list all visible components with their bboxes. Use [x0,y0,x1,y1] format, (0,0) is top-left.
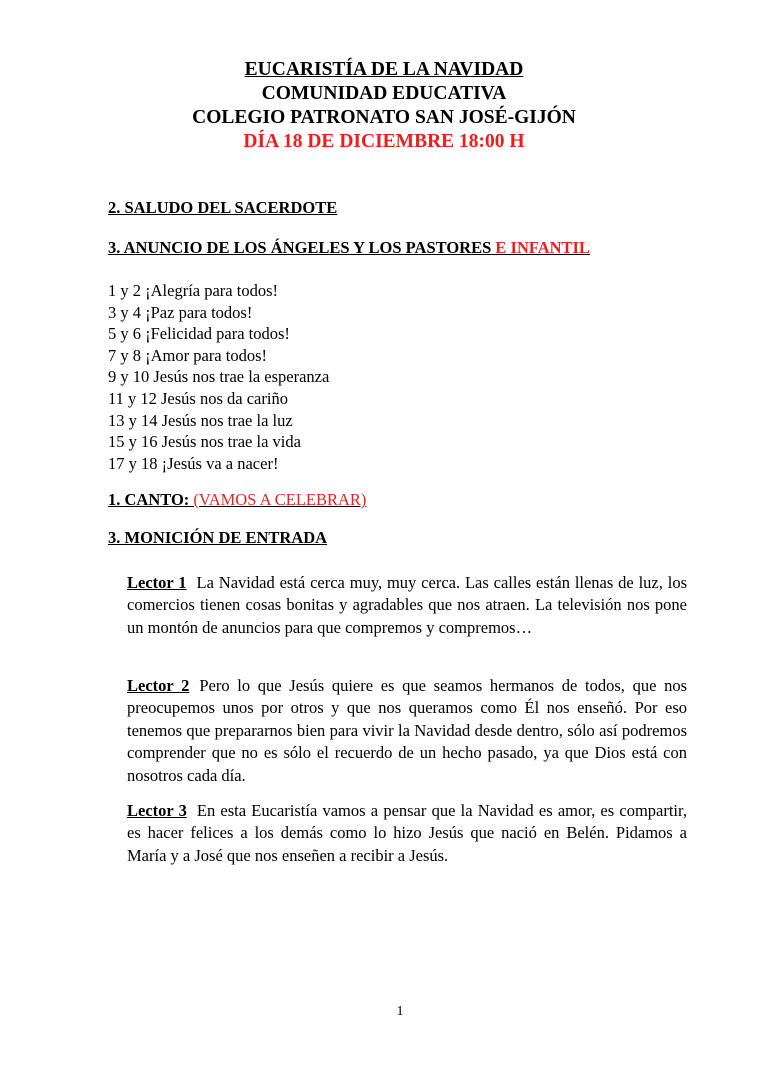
list-item: 9 y 10 Jesús nos trae la esperanza [108,367,330,387]
list-item: 11 y 12 Jesús nos da cariño [108,388,288,408]
section-canto [108,490,366,510]
list-item: 5 y 6 ¡Felicidad para todos! [108,324,290,344]
list-item: 3 y 4 ¡Paz para todos! [108,302,253,322]
list-item: 7 y 8 ¡Amor para todos! [108,345,268,365]
community-line: COMUNIDAD EDUCATIVA [261,83,507,104]
document-title: EUCARISTÍA DE LA NAVIDAD [244,59,524,80]
lector-2-text: Pero lo que Jesús quiere es que seamos hermanos de todos, que nos preocupemos unos por otros y que nos queramos como Él nos enseñó. Por eso tenemos que prepararnos bien para vivir la Navidad desde dentro, sólo así podremos comprender que no es sólo el recuerdo de un hecho pasado, ya que Dios está con nosotros cada día. [127,676,687,785]
school-line: COLEGIO PATRONATO SAN JOSÉ-GIJÓN [192,107,576,128]
section-anuncio-label: 3. ANUNCIO DE LOS ÁNGELES Y LOS PASTORES [108,238,492,257]
lector-1-paragraph [127,572,687,639]
section-monicion-label: 3. MONICIÓN DE ENTRADA [108,528,328,547]
section-canto-title: (VAMOS A CELEBRAR) [193,490,367,509]
lector-3-paragraph [127,800,687,867]
lector-1-text: La Navidad está cerca muy, muy cerca. Las calles están llenas de luz, los comercios tienen cosas bonitas y agradables que nos atraen. La televisión nos pone un montón de anuncios para que compremos y compremos… [127,573,687,637]
page-number: 1 [396,1004,404,1019]
list-item: 17 y 18 ¡Jesús va a nacer! [108,453,279,473]
section-saludo [108,198,337,218]
section-saludo-label: 2. SALUDO DEL SACERDOTE [108,198,338,217]
section-anuncio-suffix: E INFANTIL [491,238,590,257]
lector-1-label: Lector 1 [127,573,187,592]
section-anuncio [108,238,590,258]
lector-3-text: En esta Eucaristía vamos a pensar que la Navidad es amor, es compartir, es hacer felices a los demás como lo hizo Jesús que nació en Belén. Pidamos a María y a José que nos enseñen a recibir a Jesús. [127,801,687,865]
lector-2-label: Lector 2 [127,676,190,695]
date-line: DÍA 18 DE DICIEMBRE 18:00 H [243,131,525,152]
list-item: 13 y 14 Jesús nos trae la luz [108,410,293,430]
section-monicion [108,528,327,548]
announcement-list [108,280,329,474]
lector-2-paragraph [127,675,687,787]
list-item: 1 y 2 ¡Alegría para todos! [108,281,278,300]
lector-3-label: Lector 3 [127,801,187,820]
list-item: 15 y 16 Jesús nos trae la vida [108,432,301,452]
document-header [0,58,768,154]
section-canto-label: 1. CANTO: [108,490,194,509]
